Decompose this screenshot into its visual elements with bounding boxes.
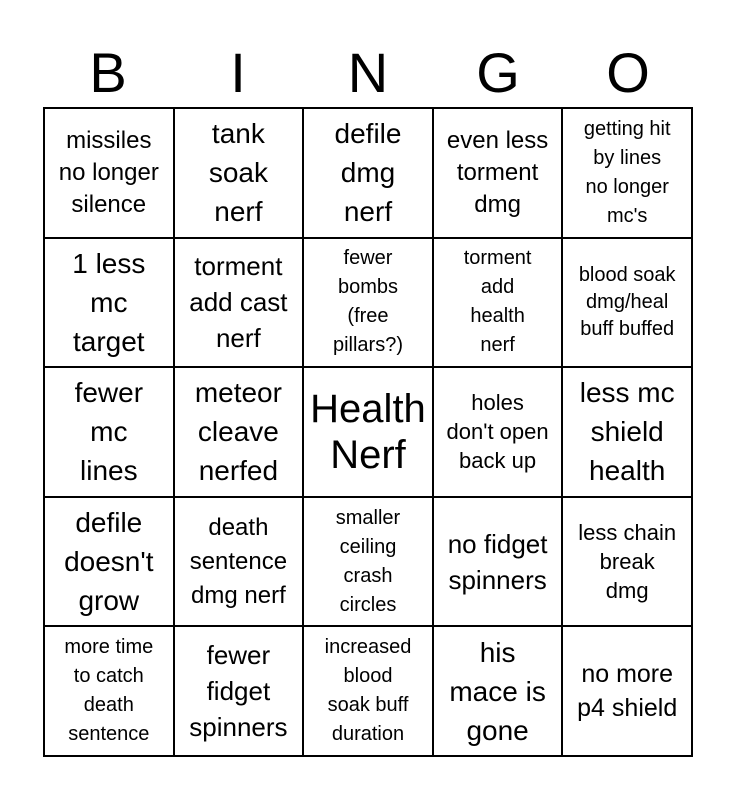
- cell-text: increased blood soak buff duration: [324, 636, 412, 746]
- bingo-cell[interactable]: [44, 367, 174, 497]
- cell-text: fewer mc lines: [74, 377, 144, 487]
- bingo-cell[interactable]: [433, 497, 563, 627]
- header-letter-g: G: [476, 41, 520, 104]
- bingo-cell[interactable]: [562, 238, 692, 368]
- cell-text: 1 less mc target: [72, 247, 146, 357]
- bingo-cell[interactable]: [303, 497, 433, 627]
- cell-text: fewer fidget spinners: [189, 640, 288, 743]
- cell-text: blood soak dmg/heal buff buffed: [578, 263, 676, 340]
- bingo-cell[interactable]: [44, 108, 174, 238]
- bingo-cell[interactable]: [433, 238, 563, 368]
- bingo-cell[interactable]: [174, 108, 304, 238]
- cell-text: no fidget spinners: [447, 528, 548, 595]
- bingo-cell[interactable]: [303, 108, 433, 238]
- bingo-cell[interactable]: [562, 497, 692, 627]
- bingo-cell[interactable]: [562, 626, 692, 756]
- cell-text: death sentence dmg nerf: [189, 513, 288, 609]
- cell-text: meteor cleave nerfed: [194, 377, 282, 487]
- header-letter-o: O: [606, 41, 650, 104]
- header-letter-n: N: [347, 41, 389, 104]
- cell-text: more time to catch death sentence: [64, 636, 154, 746]
- cell-text: missiles no longer silence: [58, 126, 159, 218]
- bingo-cell[interactable]: [433, 367, 563, 497]
- header-letter-i: I: [230, 41, 246, 104]
- bingo-cell[interactable]: [44, 497, 174, 627]
- bingo-cell free-space[interactable]: [303, 367, 433, 497]
- bingo-header: [43, 38, 693, 108]
- bingo-cell[interactable]: [433, 626, 563, 756]
- cell-text: torment add cast nerf: [189, 251, 288, 354]
- bingo-cell[interactable]: [562, 367, 692, 497]
- bingo-cell[interactable]: [174, 367, 304, 497]
- cell-text: his mace is gone: [449, 636, 546, 746]
- cell-text: less chain break dmg: [578, 520, 677, 604]
- cell-text: torment add health nerf: [463, 247, 532, 357]
- bingo-cell[interactable]: [174, 497, 304, 627]
- bingo-cell[interactable]: [174, 626, 304, 756]
- cell-text: holes don't open back up: [446, 390, 549, 474]
- bingo-cell[interactable]: [44, 626, 174, 756]
- bingo-cell[interactable]: [174, 238, 304, 368]
- cell-text: getting hit by lines no longer mc's: [583, 117, 671, 227]
- cell-text: even less torment dmg: [446, 126, 549, 218]
- header-letter-b: B: [89, 41, 127, 104]
- cell-text: defile dmg nerf: [334, 118, 402, 228]
- bingo-cell[interactable]: [303, 626, 433, 756]
- cell-text: tank soak nerf: [208, 118, 268, 228]
- cell-text: less mc shield health: [579, 377, 675, 487]
- cell-text: smaller ceiling crash circles: [335, 506, 401, 616]
- cell-text: defile doesn't grow: [64, 507, 154, 617]
- bingo-cell[interactable]: [44, 238, 174, 368]
- cell-text: no more p4 shield: [577, 660, 678, 723]
- bingo-grid: [43, 107, 693, 757]
- bingo-cell[interactable]: [433, 108, 563, 238]
- bingo-cell[interactable]: [303, 238, 433, 368]
- free-space-text: Health Nerf: [310, 386, 426, 477]
- bingo-cell[interactable]: [562, 108, 692, 238]
- cell-text: fewer bombs (free pillars?): [332, 247, 403, 357]
